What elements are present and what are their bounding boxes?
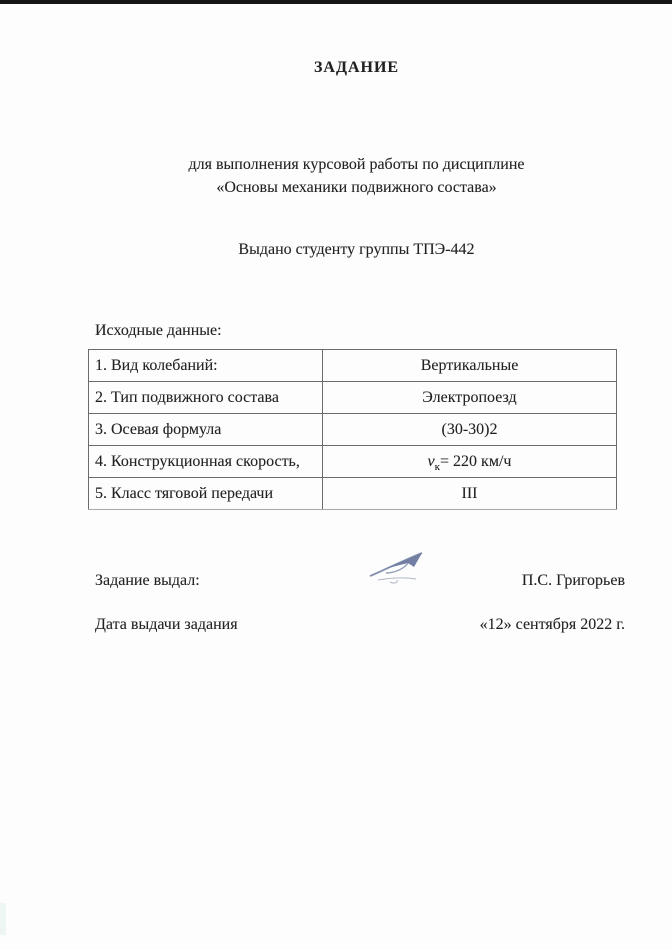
subtitle-line-1: для выполнения курсовой работы по дисциплине: [188, 156, 525, 173]
formula-rest: = 220 км/ч: [440, 452, 512, 470]
document-title: ЗАДАНИЕ: [313, 59, 400, 76]
row-value: Вертикальные: [323, 350, 617, 382]
table-row: [89, 382, 617, 414]
row-value: Электропоезд: [323, 382, 617, 414]
row-label: 4. Конструкционная скорость,: [89, 446, 323, 478]
row-label: 2. Тип подвижного состава: [89, 382, 323, 414]
scan-edge-artifact-left: [0, 903, 6, 935]
date-issued-value: «12» сентября 2022 г.: [479, 616, 625, 633]
row-value: III: [323, 478, 617, 510]
row-value: (30-30)2: [323, 414, 617, 446]
document-subtitle: [88, 153, 625, 199]
signature-scribble-icon: [364, 549, 436, 587]
subtitle-line-2: «Основы механики подвижного состава»: [216, 179, 497, 196]
initial-data-label: Исходные данные:: [95, 322, 222, 339]
row-label: 3. Осевая формула: [89, 414, 323, 446]
issued-to-line: Выдано студенту группы ТПЭ-442: [238, 241, 475, 258]
initial-data-table: [88, 349, 617, 510]
issued-by-label: Задание выдал:: [95, 572, 200, 589]
table-row: [89, 414, 617, 446]
scan-edge-artifact-top: [0, 0, 672, 4]
row-value: [323, 446, 617, 478]
speed-formula: [427, 452, 512, 473]
date-issued-label: Дата выдачи задания: [95, 616, 238, 633]
table-row: [89, 350, 617, 382]
formula-subscript: к: [434, 460, 441, 473]
table-row: [89, 478, 617, 510]
row-label: 5. Класс тяговой передачи: [89, 478, 323, 510]
table-row: [89, 446, 617, 478]
formula-variable: v: [427, 452, 435, 470]
issued-by-name: П.С. Григорьев: [521, 572, 625, 589]
row-label: 1. Вид колебаний:: [89, 350, 323, 382]
